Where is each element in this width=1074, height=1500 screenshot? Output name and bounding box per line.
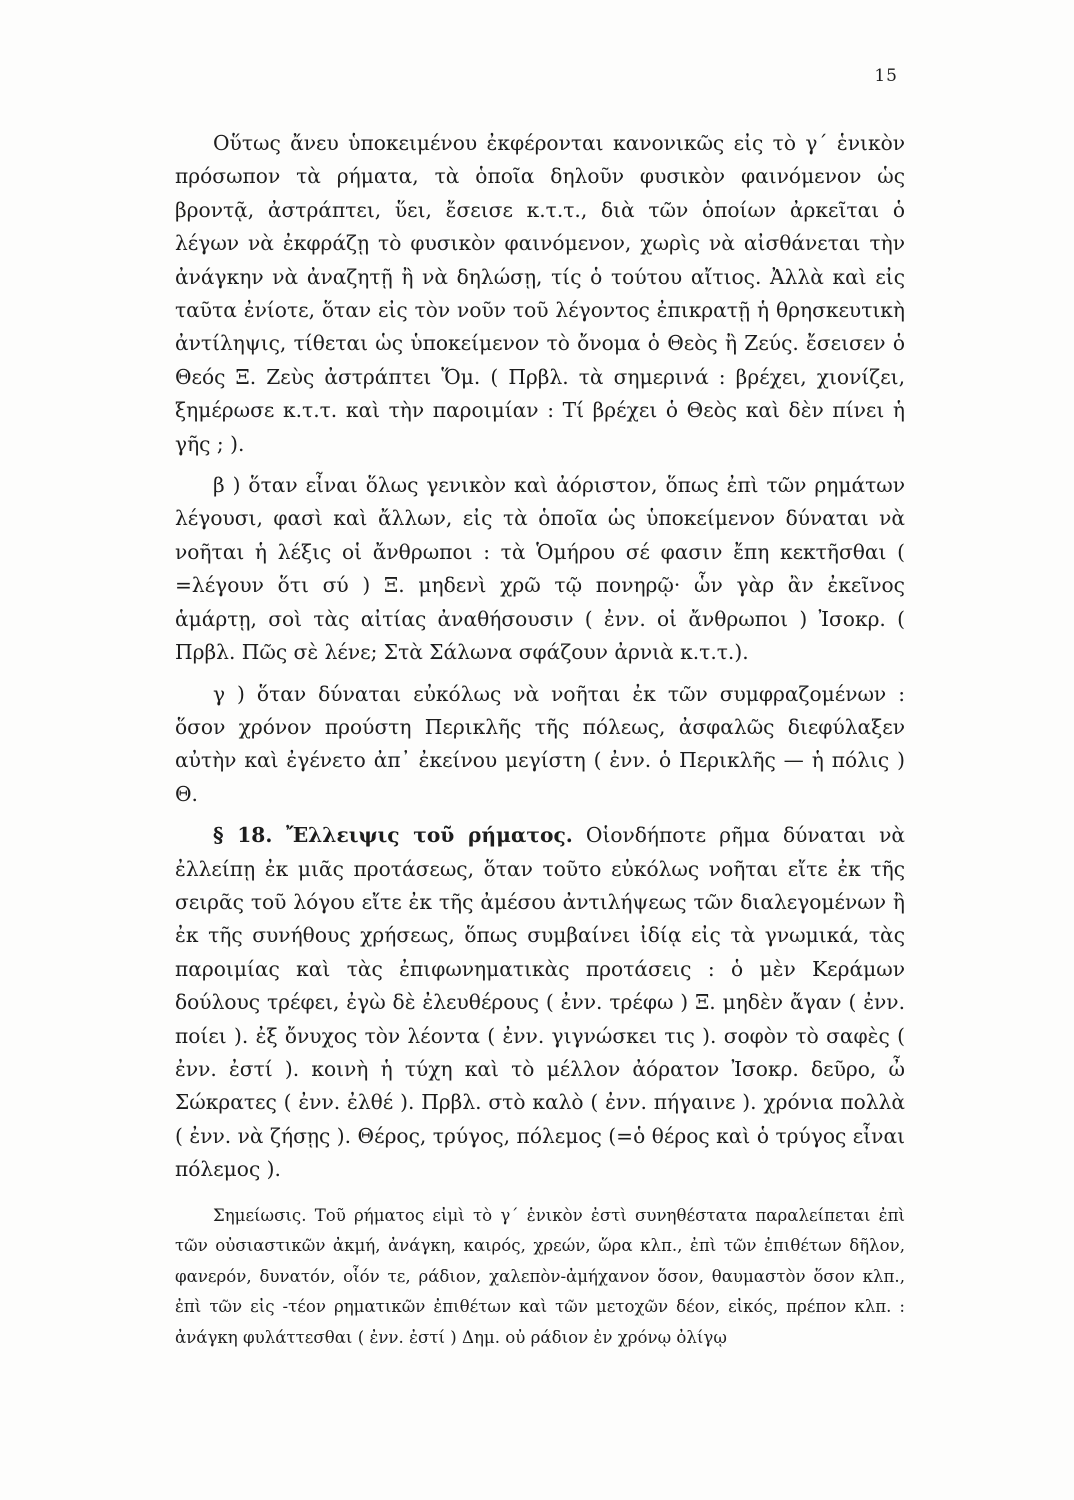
paragraph-gamma: γ ) ὅταν δύναται εὐκόλως νὰ νοῆται ἐκ τῶν συμφραζομένων : ὅσον χρόνον προύστη Περικλῆς τῆς πόλεως, ἀσφαλῶς διεφύλαξεν αὐτὴν καὶ ἐγένετο ἀπ᾿ ἐκείνου μεγίστη ( ἐνν. ὁ Περικλῆς — ἡ πόλις ) Θ.	[175, 681, 905, 806]
page-body	[175, 127, 905, 1353]
paragraph-beta: β ) ὅταν εἶναι ὅλως γενικὸν καὶ ἀόριστον, ὅπως ἐπὶ τῶν ρημάτων λέγουσι, φασὶ καὶ ἄλλων, εἰς τὰ ὁποῖα ὡς ὑποκείμενον δύναται νὰ νοῆται ἡ λέξις οἱ ἄνθρωποι : τὰ Ὁμήρου σέ φασιν ἔπη κεκτῆσθαι ( =λέγουν ὅτι σύ ) Ξ. μηδενὶ χρῶ τῷ πονηρῷ· ὧν γὰρ ἂν ἐκεῖνος ἁμάρτῃ, σοὶ τὰς αἰτίας ἀναθήσουσιν ( ἐνν. οἱ ἄνθρωποι ) Ἰσοκρ. ( Πρβλ. Πῶς σὲ λένε; Στὰ Σάλωνα σφάζουν ἀρνιὰ κ.τ.τ.).	[175, 473, 905, 665]
page-number: 15	[874, 66, 898, 86]
paragraph-impersonal-verbs: Οὕτως ἄνευ ὑποκειμένου ἐκφέρονται κανονικῶς εἰς τὸ γ΄ ἑνικὸν πρόσωπον τὰ ρήματα, τὰ ὁποῖα δηλοῦν φυσικὸν φαινόμενον ὡς βροντᾷ, ἀστράπτει, ὕει, ἔσεισε κ.τ.τ., διὰ τῶν ὁποίων ἀρκεῖται ὁ λέγων νὰ ἐκφράζῃ τὸ φυσικὸν φαινόμενον, χωρὶς νὰ αἰσθάνεται τὴν ἀνάγκην νὰ ἀναζητῇ ἢ νὰ δηλώσῃ, τίς ὁ τούτου αἴτιος. Ἀλλὰ καὶ εἰς ταῦτα ἐνίοτε, ὅταν εἰς τὸν νοῦν τοῦ λέγοντος ἐπικρατῇ ἡ θρησκευτικὴ ἀντίληψις, τίθεται ὡς ὑποκείμενον τὸ ὄνομα ὁ Θεὸς ἢ Ζεύς. ἔσεισεν ὁ Θεός Ξ. Ζεὺς ἀστράπτει Ὅμ. ( Πρβλ. τὰ σημερινά : βρέχει, χιονίζει, ξημέρωσε κ.τ.τ. καὶ τὴν παροιμίαν : Τί βρέχει ὁ Θεὸς καὶ δὲν πίνει ἡ γῆς ; ).	[175, 131, 905, 456]
section-18	[175, 819, 905, 1186]
section-heading: § 18. Ἔλλειψις τοῦ ρήματος.	[213, 823, 573, 848]
section-18-text: Οἱονδήποτε ρῆμα δύναται νὰ ἐλλείπῃ ἐκ μιᾶς προτάσεως, ὅταν τοῦτο εὐκόλως νοῆται εἴτε ἐκ τῆς σειρᾶς τοῦ λόγου εἴτε ἐκ τῆς ἀμέσου ἀντιλήψεως τῶν διαλεγομένων ἢ ἐκ τῆς συνήθους χρήσεως, ὅπως συμβαίνει ἰδίᾳ εἰς τὰ γνωμικά, τὰς παροιμίας καὶ τὰς ἐπιφωνηματικὰς προτάσεις : ὁ μὲν Κεράμων δούλους τρέφει, ἐγὼ δὲ ἐλευθέρους ( ἐνν. τρέφω ) Ξ. μηδὲν ἄγαν ( ἐνν. ποίει ). ἐξ ὄνυχος τὸν λέοντα ( ἐνν. γιγνώσκει τις ). σοφὸν τὸ σαφὲς ( ἐνν. ἐστί ). κοινὴ ἡ τύχη καὶ τὸ μέλλον ἀόρατον Ἰσοκρ. δεῦρο, ὦ Σώκρατες ( ἐνν. ἐλθέ ). Πρβλ. στὸ καλὸ ( ἐνν. πήγαινε ). χρόνια πολλὰ ( ἐνν. νὰ ζήσῃς ). Θέρος, τρύγος, πόλεμος (=ὁ θέρος καὶ ὁ τρύγος εἶναι πόλεμος ).	[175, 823, 906, 1182]
note-paragraph: Σημείωσις. Τοῦ ρήματος εἰμὶ τὸ γ΄ ἑνικὸν ἐστὶ συνηθέστατα παραλείπεται ἐπὶ τῶν οὐσιαστικῶν ἀκμή, ἀνάγκη, καιρός, χρεών, ὥρα κλπ., ἐπὶ τῶν ἐπιθέτων δῆλον, φανερόν, δυνατόν, οἷόν τε, ράδιον, χαλεπὸν-ἀμήχανον ὅσον, θαυμαστὸν ὅσον κλπ., ἐπὶ τῶν εἰς -τέον ρηματικῶν ἐπιθέτων καὶ τῶν μετοχῶν δέον, εἰκός, πρέπον κλπ. : ἀνάγκη φυλάττεσθαι ( ἐνν. ἐστί ) Δημ. οὐ ράδιον ἐν χρόνῳ ὀλίγῳ	[175, 1205, 905, 1347]
